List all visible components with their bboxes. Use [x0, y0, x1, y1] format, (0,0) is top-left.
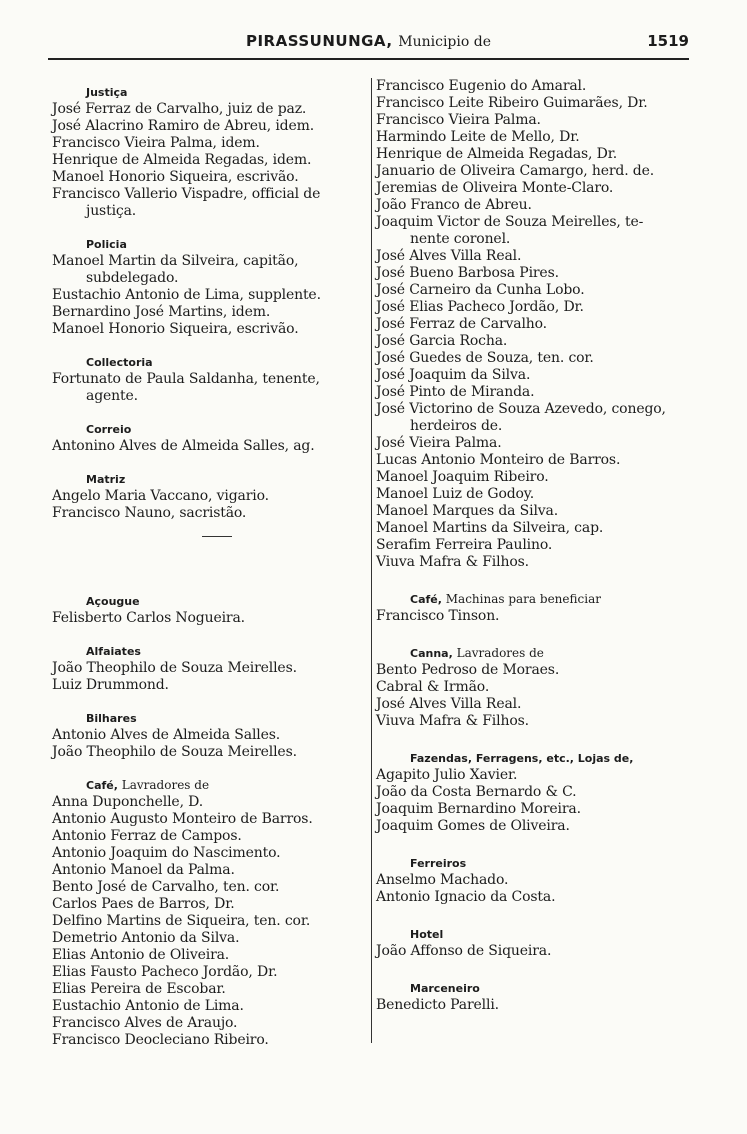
section-heading: Bilhares — [86, 712, 137, 725]
header-rule — [48, 58, 689, 60]
page-title — [48, 32, 689, 50]
list-item: Manoel Martins da Silveira, cap. — [376, 520, 604, 536]
section-heading: Matriz — [86, 473, 126, 486]
section-heading: Alfaiates — [86, 645, 141, 658]
section-heading-main: Canna, — [410, 647, 453, 660]
left-column — [52, 84, 370, 1049]
section-heading: Justiça — [86, 86, 128, 99]
list-item: José Guedes de Souza, ten. cor. — [376, 350, 594, 366]
list-item: Elias Fausto Pacheco Jordão, Dr. — [52, 964, 278, 980]
list-item: Elias Pereira de Escobar. — [52, 981, 226, 997]
section-heading: Hotel — [410, 928, 444, 941]
section-cafe-machinas — [376, 591, 694, 625]
section-matriz — [52, 471, 370, 522]
list-item: Henrique de Almeida Regadas, Dr. — [376, 146, 618, 162]
list-item: Antonio Joaquim do Nascimento. — [52, 845, 281, 861]
section-canna — [376, 645, 694, 730]
section-heading: Fazendas, Ferragens, etc., Lojas de, — [410, 752, 634, 765]
list-item: Francisco Eugenio do Amaral. — [376, 78, 587, 94]
list-item: Jeremias de Oliveira Monte-Claro. — [376, 180, 614, 196]
column-divider — [371, 78, 372, 1043]
section-heading-main: Café, — [86, 779, 118, 792]
section-heading — [376, 591, 694, 608]
section-heading: Marceneiro — [410, 982, 480, 995]
list-item: José Alves Villa Real. — [376, 248, 522, 264]
list-item: Manoel Luiz de Godoy. — [376, 486, 535, 502]
section-heading-sub: Lavradores de — [456, 646, 544, 660]
list-item: Eustachio Antonio de Lima, supplente. — [52, 287, 321, 303]
list-item: Harmindo Leite de Mello, Dr. — [376, 129, 580, 145]
section-heading — [376, 645, 694, 662]
section-justica — [52, 84, 370, 220]
section-heading — [52, 777, 370, 794]
section-acougue — [52, 593, 370, 627]
section-alfaiates — [52, 643, 370, 694]
list-item: Bernardino José Martins, idem. — [52, 304, 271, 320]
title-suffix: Municipio de — [398, 34, 491, 50]
list-item: Francisco Alves de Araujo. — [52, 1015, 238, 1031]
list-item: José Ferraz de Carvalho. — [376, 316, 547, 332]
section-heading-sub: Lavradores de — [121, 778, 210, 792]
section-bilhares — [52, 710, 370, 761]
list-item: Joaquim Victor de Souza Meirelles, te- — [376, 214, 644, 230]
list-item: Viuva Mafra & Filhos. — [376, 554, 529, 570]
list-item: José Alves Villa Real. — [376, 696, 522, 712]
list-item: José Elias Pacheco Jordão, Dr. — [376, 299, 584, 315]
list-item: Francisco Nauno, sacristão. — [52, 505, 247, 521]
right-column — [376, 78, 694, 1014]
list-item: Francisco Vallerio Vispadre, official de — [52, 186, 321, 202]
list-item: Bento José de Carvalho, ten. cor. — [52, 879, 280, 895]
list-item: Serafim Ferreira Paulino. — [376, 537, 553, 553]
list-item-continuation: subdelegado. — [86, 270, 179, 286]
section-fazendas — [376, 750, 694, 835]
list-item: Bento Pedroso de Moraes. — [376, 662, 560, 678]
section-policia — [52, 236, 370, 338]
list-item: Antonio Augusto Monteiro de Barros. — [52, 811, 313, 827]
list-item: Antonio Manoel da Palma. — [52, 862, 235, 878]
list-item: Henrique de Almeida Regadas, idem. — [52, 152, 312, 168]
list-item: José Joaquim da Silva. — [376, 367, 531, 383]
list-item-continuation: justiça. — [86, 203, 137, 219]
list-item: José Carneiro da Cunha Lobo. — [376, 282, 585, 298]
list-item: Antonio Ferraz de Campos. — [52, 828, 242, 844]
list-item: Delfino Martins de Siqueira, ten. cor. — [52, 913, 311, 929]
list-item-continuation: herdeiros de. — [410, 418, 503, 434]
list-item: Lucas Antonio Monteiro de Barros. — [376, 452, 621, 468]
list-item: Viuva Mafra & Filhos. — [376, 713, 529, 729]
list-item: João Affonso de Siqueira. — [376, 943, 552, 959]
list-item-continuation: nente coronel. — [410, 231, 511, 247]
list-item-continuation: agente. — [86, 388, 138, 404]
list-item: Francisco Tinson. — [376, 608, 500, 624]
list-item: Anna Duponchelle, D. — [52, 794, 204, 810]
list-item: Benedicto Parelli. — [376, 997, 499, 1013]
section-heading: Ferreiros — [410, 857, 467, 870]
list-item: Anselmo Machado. — [376, 872, 509, 888]
list-item: José Victorino de Souza Azevedo, conego, — [376, 401, 666, 417]
list-item: Joaquim Bernardino Moreira. — [376, 801, 581, 817]
list-item: Elias Antonio de Oliveira. — [52, 947, 230, 963]
list-item: João Franco de Abreu. — [376, 197, 532, 213]
section-marceneiro — [376, 980, 694, 1014]
section-collectoria — [52, 354, 370, 405]
list-item: Joaquim Gomes de Oliveira. — [376, 818, 570, 834]
page-number: 1519 — [647, 32, 689, 50]
section-heading: Policia — [86, 238, 127, 251]
list-item: Francisco Vieira Palma, idem. — [52, 135, 260, 151]
spacer — [52, 537, 370, 577]
section-heading-sub: Machinas para beneficiar — [445, 592, 601, 606]
list-item: José Bueno Barbosa Pires. — [376, 265, 559, 281]
list-item: Manoel Marques da Silva. — [376, 503, 559, 519]
town-name: PIRASSUNUNGA, — [245, 32, 393, 50]
list-item: José Pinto de Miranda. — [376, 384, 535, 400]
section-heading: Correio — [86, 423, 132, 436]
list-item: Fortunato de Paula Saldanha, tenente, — [52, 371, 320, 387]
section-cafe-continued — [376, 78, 694, 571]
list-item: José Vieira Palma. — [376, 435, 502, 451]
list-item: José Garcia Rocha. — [376, 333, 508, 349]
list-item: Antonio Alves de Almeida Salles. — [52, 727, 281, 743]
list-item: João Theophilo de Souza Meirelles. — [52, 660, 297, 676]
list-item: José Alacrino Ramiro de Abreu, idem. — [52, 118, 315, 134]
list-item: Manoel Honorio Siqueira, escrivão. — [52, 321, 299, 337]
list-item: Felisberto Carlos Nogueira. — [52, 610, 245, 626]
list-item: João da Costa Bernardo & C. — [376, 784, 577, 800]
section-heading: Collectoria — [86, 356, 153, 369]
list-item: Francisco Vieira Palma. — [376, 112, 541, 128]
list-item: Manoel Joaquim Ribeiro. — [376, 469, 549, 485]
section-heading-main: Café, — [410, 593, 442, 606]
list-item: Manoel Martin da Silveira, capitão, — [52, 253, 299, 269]
section-correio — [52, 421, 370, 455]
list-item: Demetrio Antonio da Silva. — [52, 930, 240, 946]
section-ferreiros — [376, 855, 694, 906]
section-heading: Açougue — [86, 595, 140, 608]
list-item: Manoel Honorio Siqueira, escrivão. — [52, 169, 299, 185]
list-item: Francisco Deocleciano Ribeiro. — [52, 1032, 269, 1048]
list-item: João Theophilo de Souza Meirelles. — [52, 744, 297, 760]
list-item: Antonino Alves de Almeida Salles, ag. — [52, 438, 315, 454]
list-item: Antonio Ignacio da Costa. — [376, 889, 556, 905]
list-item: Luiz Drummond. — [52, 677, 169, 693]
list-item: Agapito Julio Xavier. — [376, 767, 518, 783]
list-item: Eustachio Antonio de Lima. — [52, 998, 244, 1014]
list-item: Francisco Leite Ribeiro Guimarães, Dr. — [376, 95, 648, 111]
list-item: Januario de Oliveira Camargo, herd. de. — [376, 163, 655, 179]
list-item: Cabral & Irmão. — [376, 679, 490, 695]
list-item: José Ferraz de Carvalho, juiz de paz. — [52, 101, 307, 117]
page-header — [48, 30, 689, 56]
list-item: Carlos Paes de Barros, Dr. — [52, 896, 235, 912]
list-item: Angelo Maria Vaccano, vigario. — [52, 488, 269, 504]
section-cafe — [52, 777, 370, 1049]
section-hotel — [376, 926, 694, 960]
